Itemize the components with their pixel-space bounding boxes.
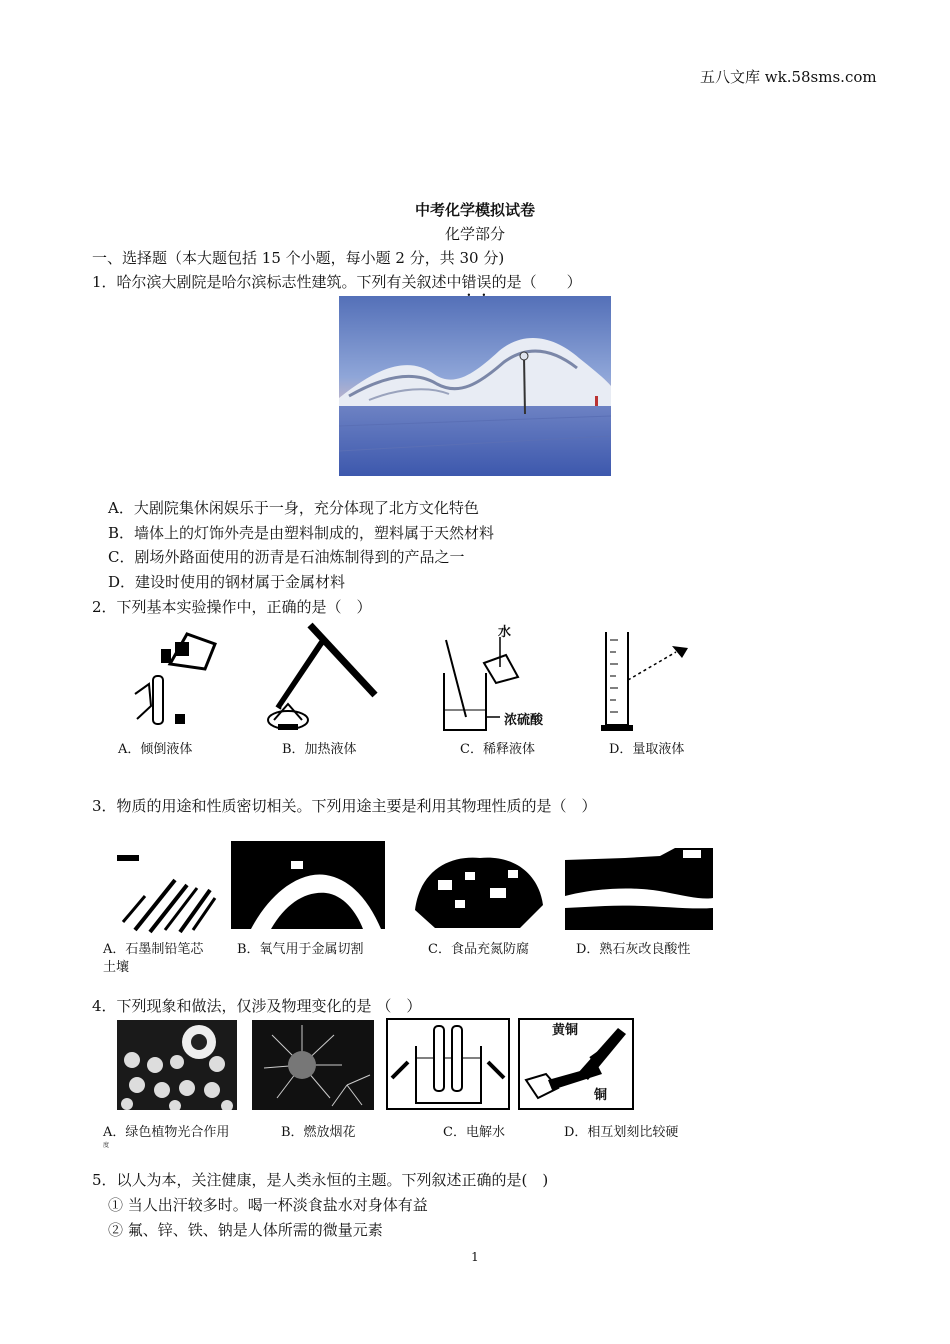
q1-stem-emphasis: 错误 <box>461 273 492 291</box>
question-3-stem: 3．物质的用途和性质密切相关。下列用途主要是利用其物理性质的是（ ） <box>92 797 597 815</box>
page-number: 1 <box>471 1250 479 1264</box>
q4-caption-b: B．燃放烟花 <box>281 1125 356 1140</box>
pouring-liquid-figure <box>125 624 220 732</box>
question-2-stem: 2．下列基本实验操作中，正确的是（ ） <box>92 598 372 616</box>
page-title: 中考化学模拟试卷 <box>414 201 535 219</box>
sunflower-photosynthesis-figure <box>117 1020 237 1110</box>
measuring-liquid-figure <box>598 630 696 735</box>
q2-caption-a: A．倾倒液体 <box>118 742 193 757</box>
slaked-lime-soil-figure <box>565 848 713 930</box>
q1-option-a: A．大剧院集休闲娱乐于一身，充分体现了北方文化特色 <box>108 499 479 517</box>
q3-caption-d: D．熟石灰改良酸性 <box>576 942 691 957</box>
page-subtitle: 化学部分 <box>444 225 505 243</box>
q3-caption-a: A．石墨制铅笔芯 <box>103 942 204 957</box>
site-watermark: 五八文库 wk.58sms.com <box>700 68 877 86</box>
q3-caption-d-wrap: 土壤 <box>103 960 130 975</box>
label-water: 水 <box>498 625 512 640</box>
question-5-stem: 5．以人为本，关注健康，是人类永恒的主题。下列叙述正确的是( ) <box>92 1171 549 1189</box>
label-copper: 铜 <box>594 1088 608 1103</box>
opera-house-photo <box>339 296 611 476</box>
nitrogen-preservation-figure <box>410 850 545 930</box>
oxygen-cutting-figure <box>231 841 385 929</box>
q4-caption-d-wrap: 度 <box>103 1142 110 1149</box>
q4-caption-c: C．电解水 <box>443 1125 505 1140</box>
label-concentrated-sulfuric-acid: 浓硫酸 <box>504 713 544 728</box>
section-heading: 一、选择题（本大题包括 15 个小题，每小题 2 分，共 30 分) <box>92 249 505 267</box>
q2-caption-d: D．量取液体 <box>609 742 685 757</box>
q3-caption-c: C．食品充氮防腐 <box>428 942 529 957</box>
q5-item-2: ② 氟、锌、铁、钠是人体所需的微量元素 <box>108 1221 383 1239</box>
q2-caption-c: C．稀释液体 <box>460 742 535 757</box>
heating-liquid-figure <box>260 620 380 735</box>
q3-caption-b: B．氧气用于金属切割 <box>237 942 364 957</box>
q1-option-b: B．墙体上的灯饰外壳是由塑料制成的，塑料属于天然材料 <box>108 524 495 542</box>
q1-option-c: C．剧场外路面使用的沥青是石油炼制得到的产品之一 <box>108 548 465 566</box>
fireworks-figure <box>252 1020 374 1110</box>
q4-caption-a: A．绿色植物光合作用 <box>103 1125 230 1140</box>
q1-option-d: D．建设时使用的钢材属于金属材料 <box>108 573 346 591</box>
question-4-stem: 4．下列现象和做法，仅涉及物理变化的是 （ ） <box>92 997 422 1015</box>
graphite-pencil-figure <box>115 850 220 935</box>
electrolysis-water-figure <box>386 1018 510 1110</box>
q5-item-1: ① 当人出汗较多时。喝一杯淡食盐水对身体有益 <box>108 1196 428 1214</box>
label-brass: 黄铜 <box>552 1023 579 1038</box>
q1-stem-before: 1．哈尔滨大剧院是哈尔滨标志性建筑。下列有关叙述中 <box>92 273 462 291</box>
q1-stem-after: 的是（ ） <box>491 273 582 291</box>
q2-caption-b: B．加热液体 <box>282 742 357 757</box>
q4-caption-d: D．相互划刻比较硬 <box>564 1125 679 1140</box>
